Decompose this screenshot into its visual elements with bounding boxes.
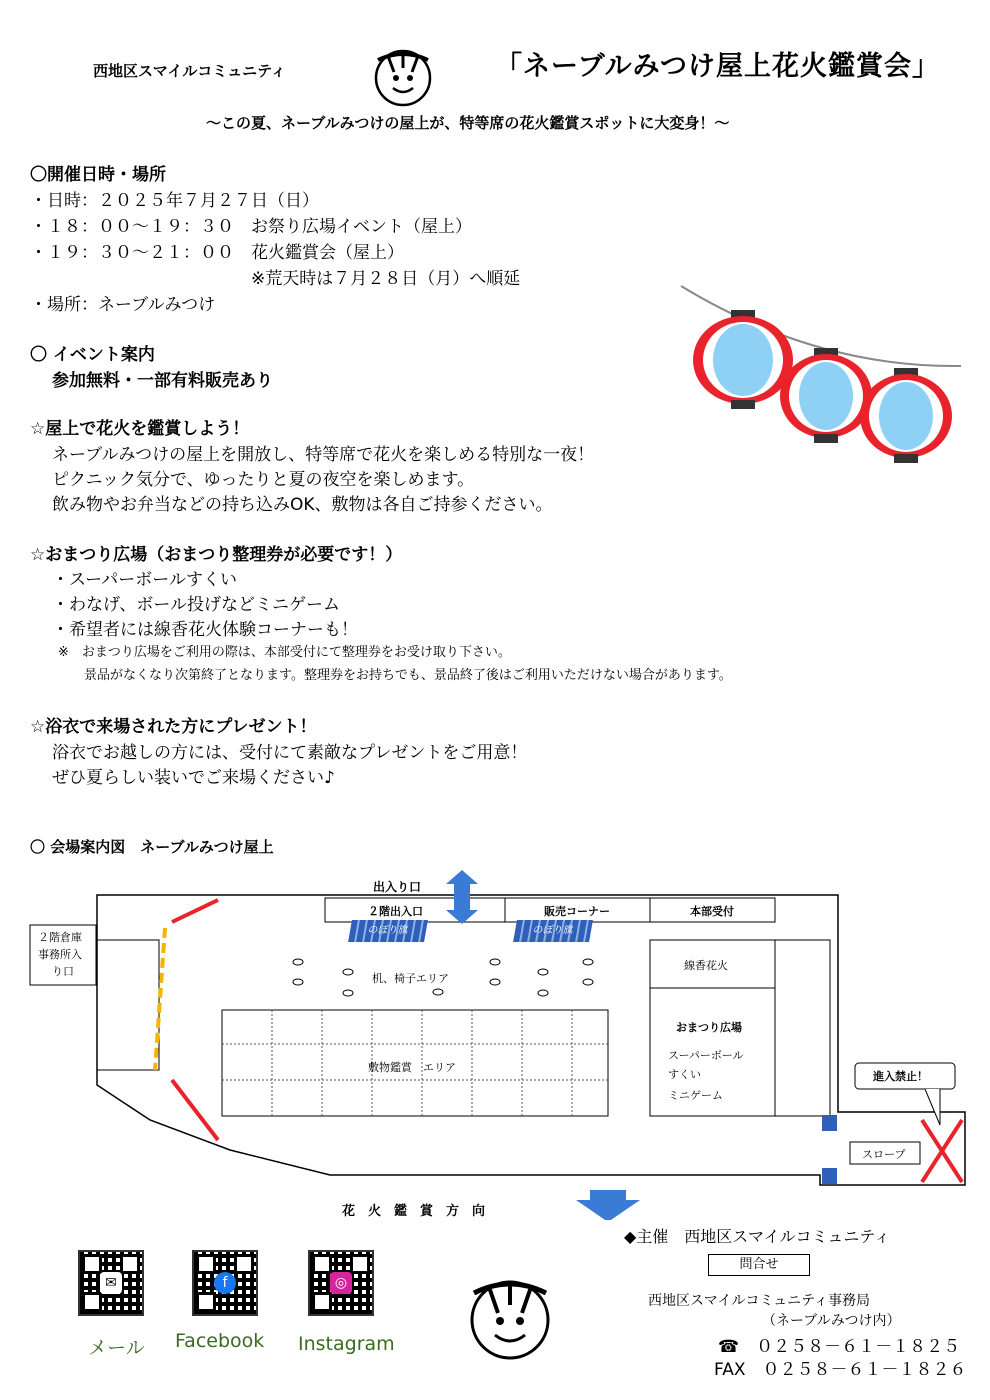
facebook-qr-code[interactable] (192, 1250, 258, 1316)
smile-logo-bottom (462, 1265, 558, 1365)
festival-note: ※ おまつり広場をご利用の際は、本部受付にて整理券をお受け取り下さい。 (58, 645, 511, 660)
facebook-label: Facebook (175, 1330, 265, 1352)
omatsuri-label: おまつり広場 (676, 1021, 742, 1034)
host-label: ◆主催 西地区スマイルコミュニティ (624, 1227, 891, 1246)
reception-label: 本部受付 (690, 905, 734, 918)
yukata-line: ぜひ夏らしい装いでご来場ください♪ (52, 768, 335, 788)
fax-number: FAX ０２５８－６１－１８２６ (714, 1360, 967, 1380)
direction-label: 花 火 鑑 賞 方 向 (342, 1204, 486, 1219)
warehouse-label: 事務所入 (38, 948, 82, 961)
festival-note: 景品がなくなり次第終了となります。整理券をお持ちでも、景品終了後はご利用いただけない場合があります。 (84, 668, 732, 683)
omatsuri-item: スーパーボール (668, 1049, 744, 1062)
page-title: 「ネーブルみつけ屋上花火鑑賞会」 (495, 51, 941, 82)
festival-heading: ☆おまつり広場（おまつり整理券が必要です！） (30, 545, 403, 565)
office-sub: （ネーブルみつけ内） (762, 1313, 901, 1329)
banner-flag: のぼり旗 (348, 920, 428, 942)
organizer-name: 西地区スマイルコミュニティ (93, 62, 286, 80)
lantern-illustration (676, 278, 966, 478)
facebook-icon: f (214, 1272, 236, 1294)
warehouse-label: ２階倉庫 (38, 931, 82, 944)
senko-label: 線香花火 (684, 959, 728, 972)
mail-label: メール (88, 1337, 145, 1359)
slope-label: スロープ (862, 1148, 906, 1161)
schedule-line: ※荒天時は７月２８日（月）へ順延 (30, 269, 521, 289)
mail-icon: ✉ (100, 1272, 122, 1294)
rooftop-line: ネーブルみつけの屋上を開放し、特等席で花火を楽しめる特別な一夜！ (52, 445, 595, 465)
venue-map (0, 860, 990, 1220)
phone-number: ☎ ０２５８－６１－１８２５ (718, 1337, 961, 1357)
mail-qr-code[interactable] (78, 1250, 144, 1316)
map-heading: 〇 会場案内図 ネーブルみつけ屋上 (30, 838, 274, 856)
schedule-line: ・日時：２０２５年７月２７日（日） (30, 191, 319, 211)
festival-line: ・スーパーボールすくい (52, 570, 237, 590)
rooftop-heading: ☆屋上で花火を鑑賞しよう！ (30, 419, 250, 439)
event-sub: 参加無料・一部有料販売あり (52, 371, 273, 391)
instagram-qr-code[interactable] (308, 1250, 374, 1316)
no-entry-label: 進入禁止！ (873, 1070, 928, 1083)
schedule-heading: 〇開催日時・場所 (30, 165, 166, 185)
entrance-label: 出入り口 (373, 880, 422, 894)
rooftop-line: 飲み物やお弁当などの持ち込みOK、敷物は各自ご持参ください。 (52, 495, 553, 515)
yukata-heading: ☆浴衣で来場された方にプレゼント！ (30, 717, 317, 737)
festival-line: ・わなげ、ボール投げなどミニゲーム (52, 595, 340, 615)
page-subtitle: ～この夏、ネーブルみつけの屋上が、特等席の花火鑑賞スポットに大変身！～ (206, 114, 730, 132)
smile-logo-top (368, 38, 438, 108)
tables-label: 机、椅子エリア (372, 972, 449, 985)
mat-area-label: 敷物鑑賞 エリア (368, 1061, 456, 1074)
office-name: 西地区スマイルコミュニティ事務局 (648, 1293, 871, 1309)
banner-flag: のぼり旗 (513, 920, 593, 942)
instagram-icon: ◎ (330, 1272, 352, 1294)
stairs-label: ２階出入口 (368, 905, 423, 918)
rooftop-line: ピクニック気分で、ゆったりと夏の夜空を楽しめます。 (52, 470, 475, 490)
schedule-line: ・１９：３０～２１：００ 花火鑑賞会（屋上） (30, 243, 404, 263)
omatsuri-item: ミニゲーム (668, 1089, 723, 1102)
yukata-line: 浴衣でお越しの方には、受付にて素敵なプレゼントをご用意！ (52, 743, 528, 763)
omatsuri-item: すくい (668, 1068, 701, 1081)
sales-label: 販売コーナー (544, 905, 610, 918)
instagram-label: Instagram (298, 1333, 395, 1355)
festival-line: ・希望者には線香花火体験コーナーも！ (52, 620, 358, 640)
event-heading: 〇 イベント案内 (30, 345, 155, 365)
schedule-line: ・１８：００～１９：３０ お祭り広場イベント（屋上） (30, 217, 472, 237)
inquiry-box: 問合せ (708, 1254, 810, 1276)
schedule-line: ・場所：ネーブルみつけ (30, 295, 216, 315)
warehouse-label: り口 (52, 965, 74, 978)
